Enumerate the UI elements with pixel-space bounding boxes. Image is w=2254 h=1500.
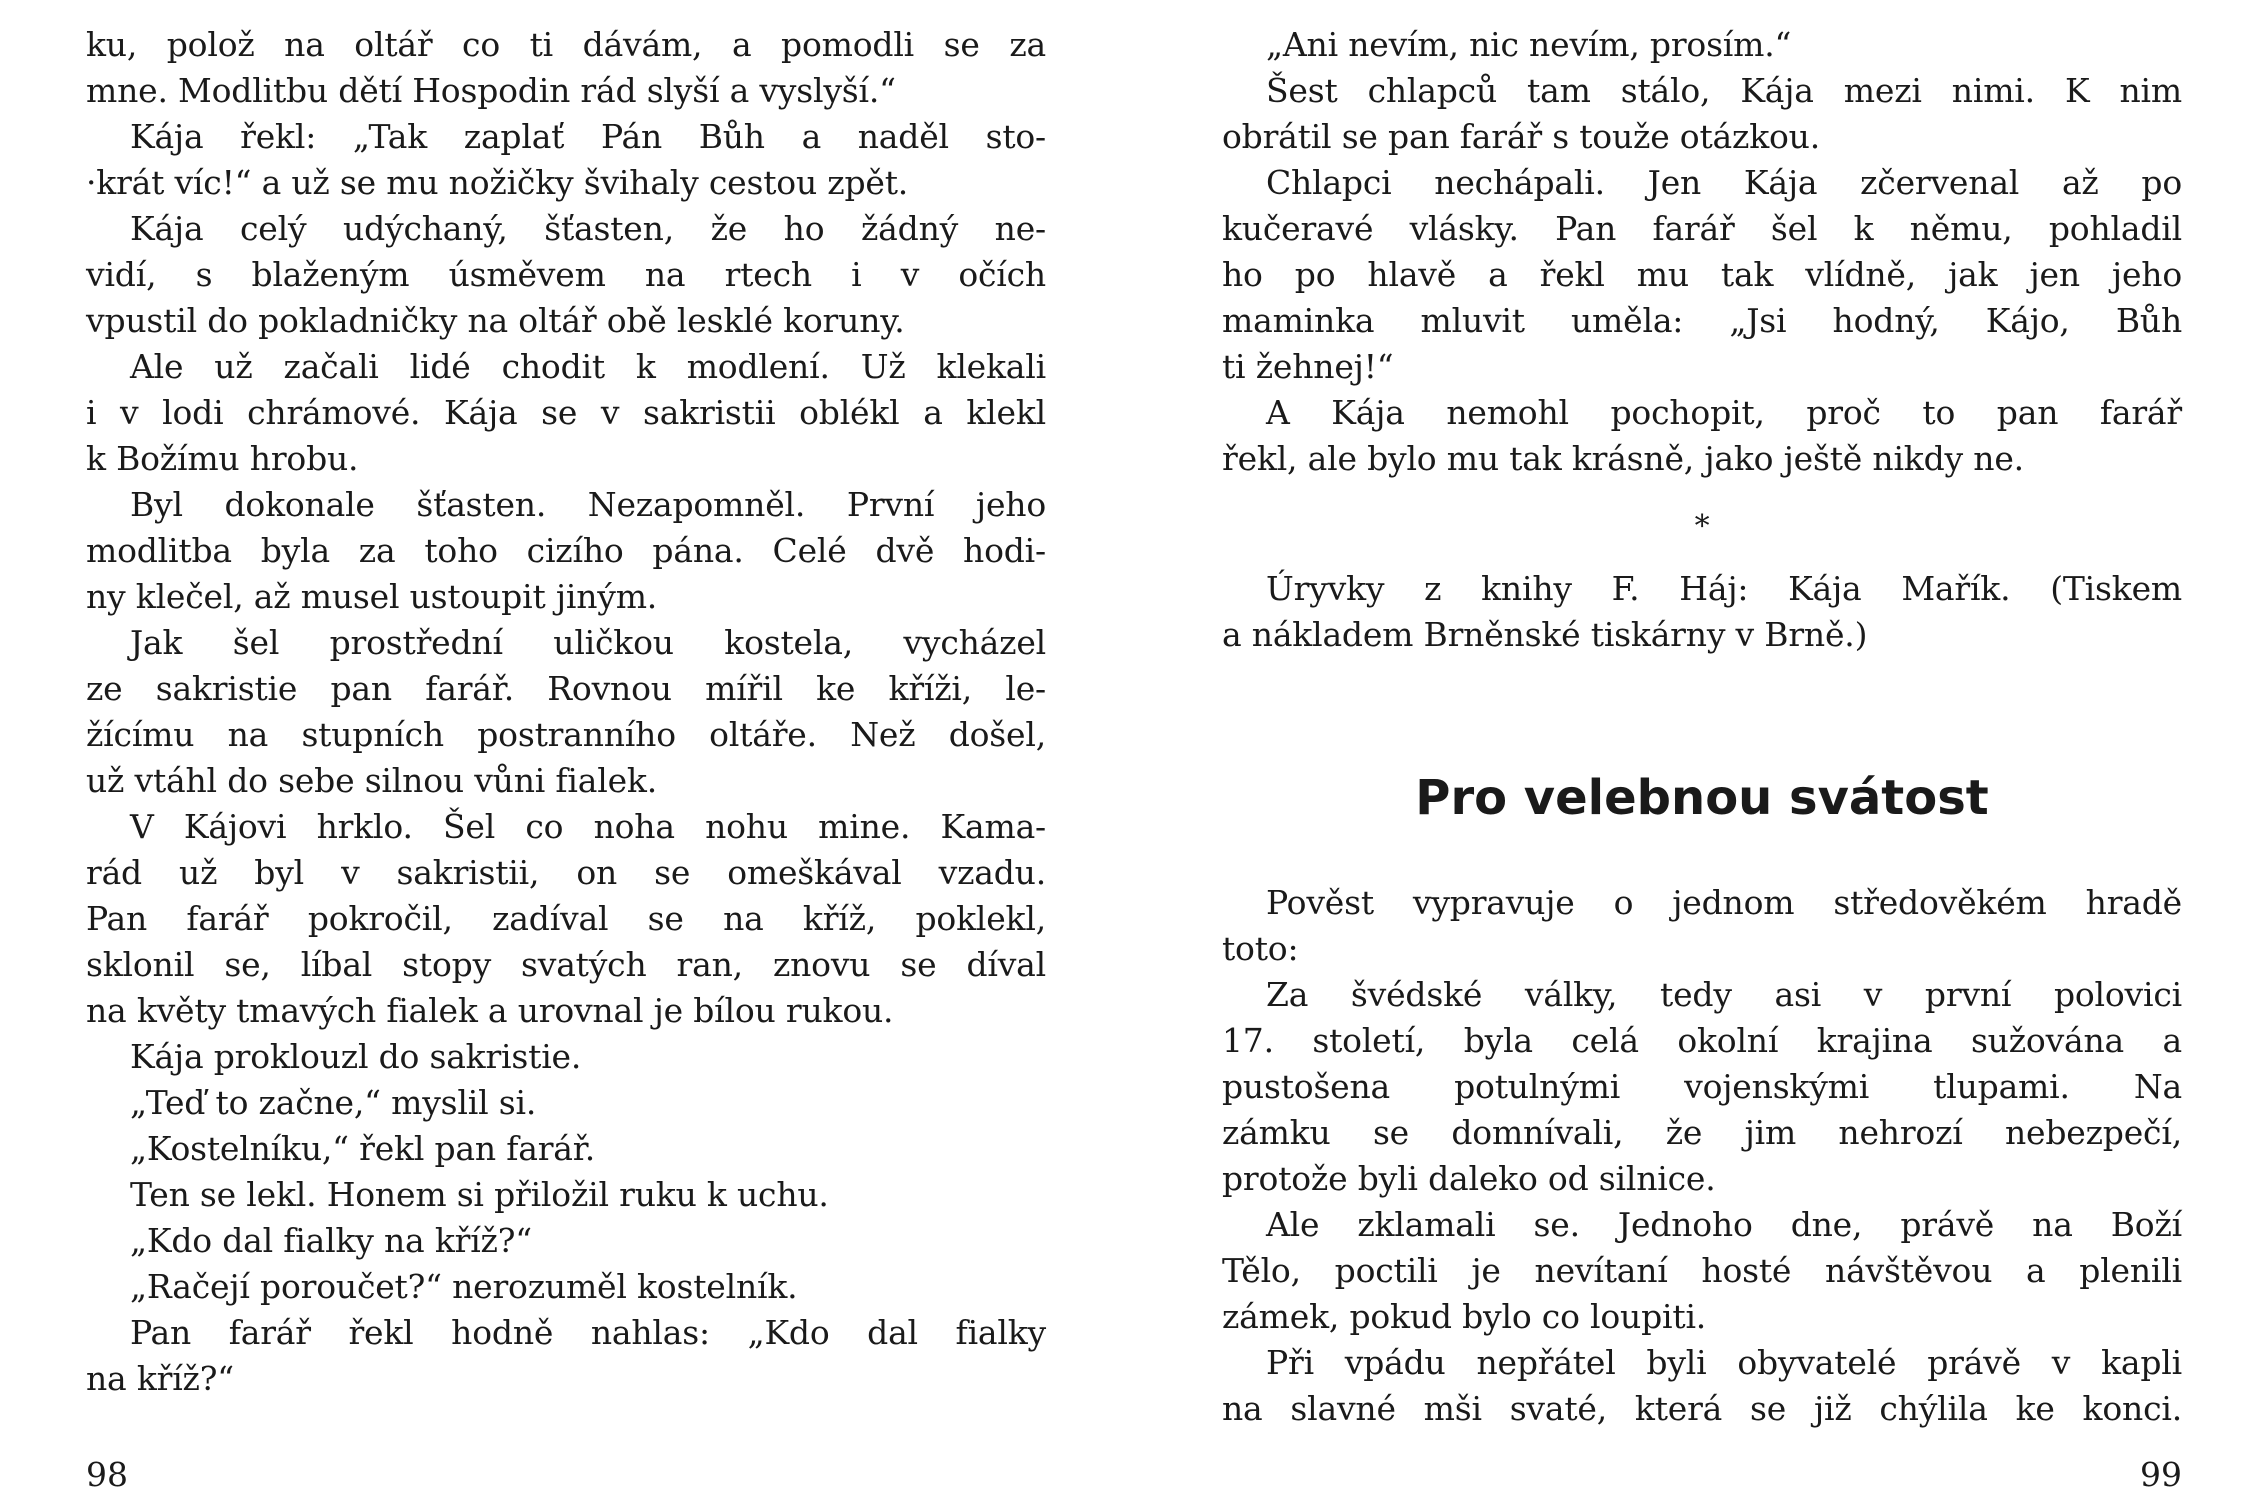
- section-separator: *: [1694, 509, 1710, 544]
- text-line: Pan farář řekl hodně nahlas: „Kdo dal fialky: [130, 1313, 1046, 1352]
- text-line: „Ani nevím, nic nevím, prosím.“: [1266, 25, 1792, 64]
- text-line: Šest chlapců tam stálo, Kája mezi nimi. K nim: [1266, 71, 2182, 110]
- text-line: protože byli daleko od silnice.: [1222, 1159, 1716, 1198]
- text-line: Kája řekl: „Tak zaplať Pán Bůh a naděl sto-: [130, 117, 1046, 156]
- text-line: 17. století, byla celá okolní krajina sužována a: [1222, 1021, 2182, 1060]
- page-number-right: 99: [2140, 1455, 2182, 1494]
- text-line: Úryvky z knihy F. Háj: Kája Mařík. (Tiskem: [1266, 569, 2182, 608]
- text-line: ze sakristie pan farář. Rovnou mířil ke kříži, le-: [86, 669, 1046, 708]
- text-line: Při vpádu nepřátel byli obyvatelé právě v kapli: [1266, 1343, 2182, 1382]
- text-line: i v lodi chrámové. Kája se v sakristii oblékl a klekl: [86, 393, 1046, 432]
- text-line: Chlapci nechápali. Jen Kája zčervenal až po: [1266, 163, 2182, 202]
- text-line: zámek, pokud bylo co loupiti.: [1222, 1297, 1707, 1336]
- text-line: ku, polož na oltář co ti dávám, a pomodli se za: [86, 25, 1046, 64]
- text-line: Ale zklamali se. Jednoho dne, právě na Boží: [1266, 1205, 2182, 1244]
- story-ending: [1222, 22, 2182, 482]
- left-page-text: [86, 22, 1046, 1402]
- text-line: Tělo, poctili je nevítaní hosté návštěvou a plenili: [1222, 1251, 2182, 1290]
- right-page: [1127, 0, 2254, 1500]
- text-line: A Kája nemohl pochopit, proč to pan farář: [1266, 393, 2182, 432]
- text-line: na kříž?“: [86, 1359, 234, 1398]
- legend-text: [1222, 880, 2182, 1432]
- text-line: rád už byl v sakristii, on se omeškával vzadu.: [86, 853, 1046, 892]
- text-line: Za švédské války, tedy asi v první polovici: [1266, 975, 2182, 1014]
- text-line: ti žehnej!“: [1222, 347, 1394, 386]
- text-line: pustošena potulnými vojenskými tlupami. Na: [1222, 1067, 2182, 1106]
- text-line: Ten se lekl. Honem si přiložil ruku k uchu.: [130, 1175, 829, 1214]
- text-line: ·krát víc!“ a už se mu nožičky švihaly cestou zpět.: [86, 163, 909, 202]
- text-line: žícímu na stupních postranního oltáře. Než došel,: [86, 715, 1046, 754]
- text-line: „Kostelníku,“ řekl pan farář.: [130, 1129, 595, 1168]
- text-line: modlitba byla za toho cizího pána. Celé dvě hodi-: [86, 531, 1046, 570]
- chapter-heading: Pro velebnou svátost: [1415, 770, 1989, 826]
- page-number-left: 98: [86, 1455, 128, 1494]
- text-line: na slavné mši svaté, která se již chýlila ke konci.: [1222, 1389, 2182, 1428]
- text-line: Ale už začali lidé chodit k modlení. Už klekali: [130, 347, 1046, 386]
- text-line: V Kájovi hrklo. Šel co noha nohu mine. Kama-: [130, 807, 1046, 846]
- text-line: „Teď to začne,“ myslil si.: [130, 1083, 537, 1122]
- text-line: Pověst vypravuje o jednom středověkém hradě: [1266, 883, 2182, 922]
- text-line: sklonil se, líbal stopy svatých ran, znovu se díval: [86, 945, 1046, 984]
- text-line: Kája celý udýchaný, šťasten, že ho žádný ne-: [130, 209, 1046, 248]
- text-line: k Božímu hrobu.: [86, 439, 359, 478]
- text-line: obrátil se pan farář s touže otázkou.: [1222, 117, 1821, 156]
- text-line: toto:: [1222, 929, 1299, 968]
- text-line: ny klečel, až musel ustoupit jiným.: [86, 577, 658, 616]
- right-page-text: [1222, 22, 2182, 1432]
- text-line: už vtáhl do sebe silnou vůni fialek.: [86, 761, 658, 800]
- text-line: „Kdo dal fialky na kříž?“: [130, 1221, 532, 1260]
- text-line: kučeravé vlásky. Pan farář šel k němu, pohladil: [1222, 209, 2182, 248]
- text-line: maminka mluvit uměla: „Jsi hodný, Kájo, Bůh: [1222, 301, 2182, 340]
- text-line: Byl dokonale šťasten. Nezapomněl. První jeho: [130, 485, 1046, 524]
- text-line: mne. Modlitbu dětí Hospodin rád slyší a vyslyší.“: [86, 71, 896, 110]
- text-line: vidí, s blaženým úsměvem na rtech i v očích: [86, 255, 1046, 294]
- text-line: zámku se domnívali, že jim nehrozí nebezpečí,: [1222, 1113, 2182, 1152]
- text-line: ho po hlavě a řekl mu tak vlídně, jak jen jeho: [1222, 255, 2182, 294]
- text-line: Jak šel prostřední uličkou kostela, vycházel: [130, 623, 1046, 662]
- text-line: na květy tmavých fialek a urovnal je bílou rukou.: [86, 991, 894, 1030]
- text-line: vpustil do pokladničky na oltář obě lesklé koruny.: [86, 301, 905, 340]
- text-line: „Račejí poroučet?“ nerozuměl kostelník.: [130, 1267, 798, 1306]
- text-line: Kája proklouzl do sakristie.: [130, 1037, 582, 1076]
- text-line: Pan farář pokročil, zadíval se na kříž, poklekl,: [86, 899, 1046, 938]
- text-line: řekl, ale bylo mu tak krásně, jako ještě nikdy ne.: [1222, 439, 2024, 478]
- source-note: [1222, 566, 2182, 658]
- text-line: a nákladem Brněnské tiskárny v Brně.): [1222, 615, 1868, 654]
